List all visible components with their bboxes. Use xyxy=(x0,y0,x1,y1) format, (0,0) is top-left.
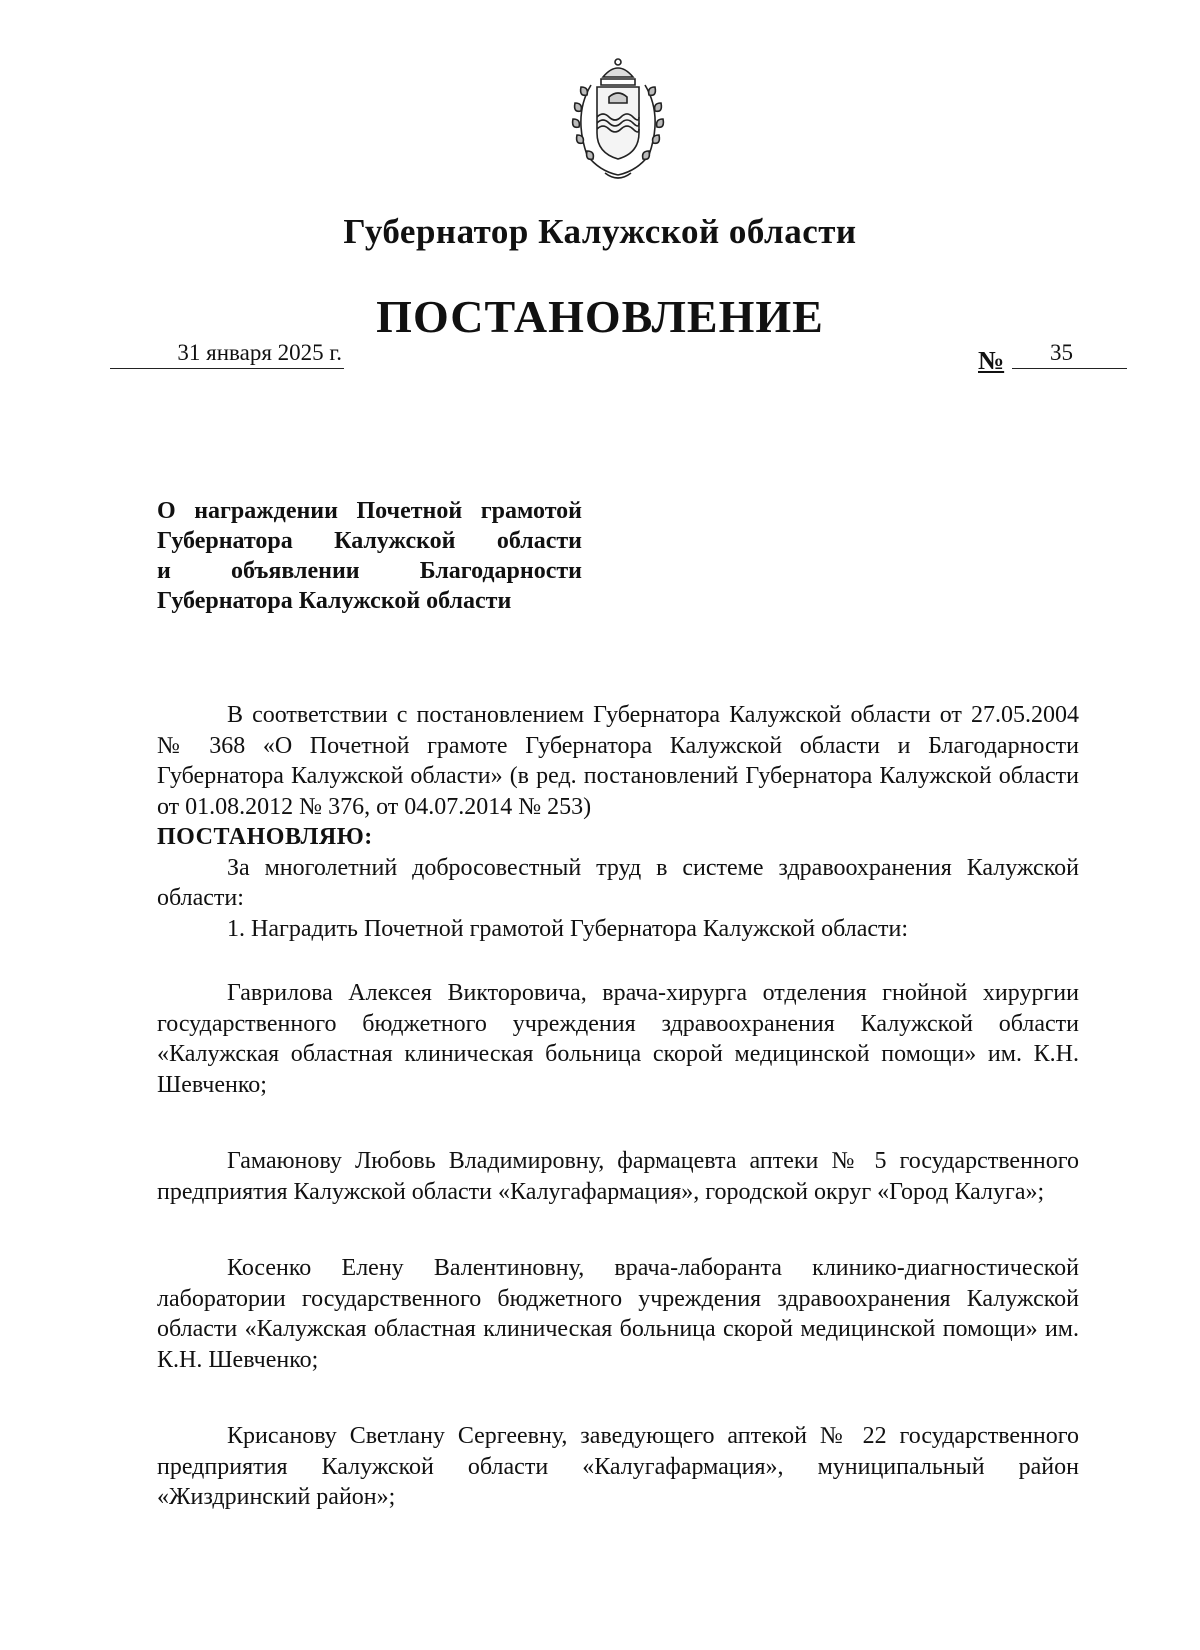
subject-line: Губернатора Калужской области xyxy=(157,528,582,554)
issuing-authority: Губернатор Калужской области xyxy=(343,212,857,251)
awardee-paragraph: Гаврилова Алексея Викторовича, врача-хирурга отделения гнойной хирургии государственного бюджетного учреждения здравоохранения Калужской области «Калужская областная клиническая больница скорой медицинской помощи» им. К.Н. Шевченко; xyxy=(157,980,1079,1098)
document-number-label: № xyxy=(978,346,1005,375)
reason-paragraph: За многолетний добросовестный труд в системе здравоохранения Калужской области: xyxy=(157,854,1079,911)
document-subject xyxy=(157,496,582,616)
item-paragraph: 1. Наградить Почетной грамотой Губернатора Калужской области: xyxy=(227,915,909,942)
awardee-paragraph: Крисанову Светлану Сергеевну, заведующего аптекой № 22 государственного предприятия Калужской области «Калугафармация», муниципальный район «Жиздринский район»; xyxy=(157,1423,1079,1510)
document-date: 31 января 2025 г. xyxy=(110,338,344,369)
document-number: 35 xyxy=(1012,338,1127,369)
awardee-paragraph: Косенко Елену Валентиновну, врача-лаборанта клинико-диагностической лаборатории государственного бюджетного учреждения здравоохранения Калужской области «Калужская областная клиническая больница скорой медицинской помощи» им. К.Н. Шевченко; xyxy=(157,1255,1079,1373)
document-body xyxy=(157,700,1079,1513)
coat-of-arms-icon xyxy=(559,55,677,185)
subject-line: О награждении Почетной грамотой xyxy=(157,498,582,524)
preamble-paragraph: В соответствии с постановлением Губернатора Калужской области от 27.05.2004 № 368 «О Почетной грамоте Губернатора Калужской области и Благодарности Губернатора Калужской области» (в ред. постановлений Губернатора Калужской области от 01.08.2012 № 376, от 04.07.2014 № 253) xyxy=(157,702,1079,820)
awardee-paragraph: Гамаюнову Любовь Владимировну, фармацевта аптеки № 5 государственного предприятия Калужской области «Калугафармация», городской округ «Город Калуга»; xyxy=(157,1148,1079,1205)
subject-line: и объявлении Благодарности xyxy=(157,558,582,584)
decree-word: ПОСТАНОВЛЯЮ: xyxy=(157,824,373,850)
subject-line: Губернатора Калужской области xyxy=(157,588,512,614)
document-type-title: ПОСТАНОВЛЕНИЕ xyxy=(376,291,824,342)
